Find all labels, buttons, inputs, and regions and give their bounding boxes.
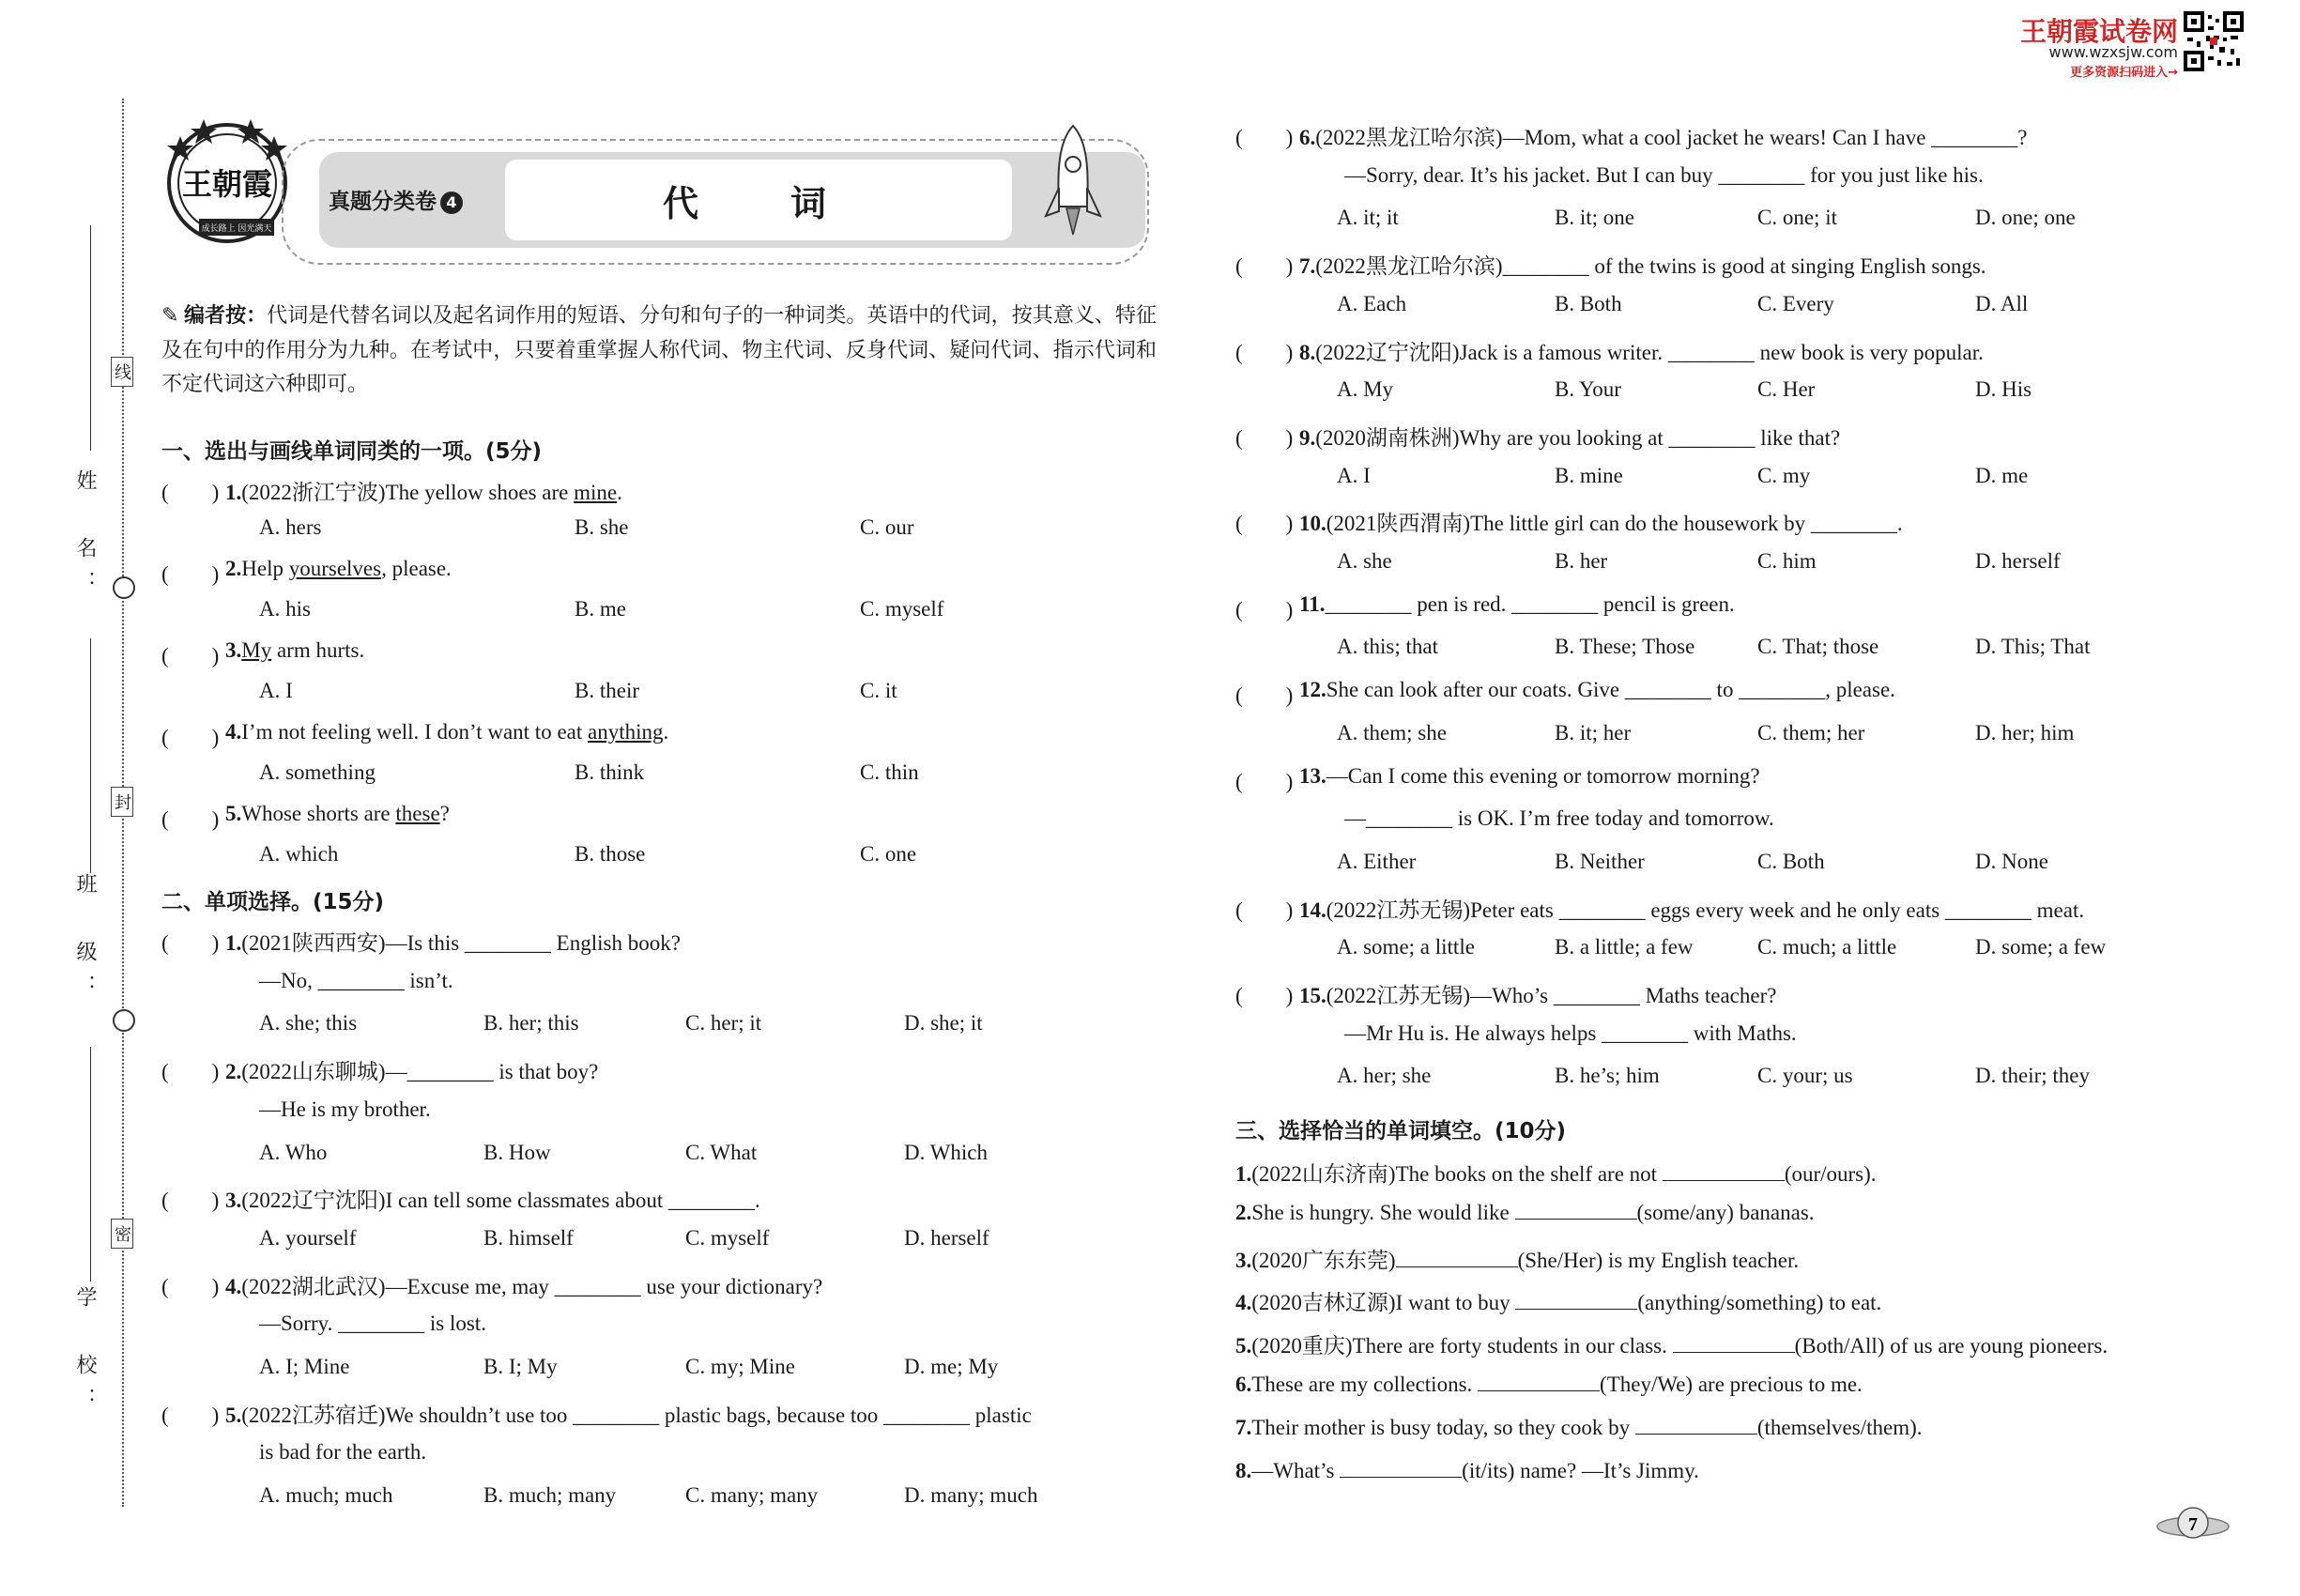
answer-bracket[interactable]: ( ) <box>161 644 220 668</box>
item-number: 3. <box>1235 1248 1252 1272</box>
stem-text: , please. <box>381 557 452 580</box>
answer-option[interactable]: B. I; My <box>483 1355 558 1378</box>
answer-option[interactable]: C. What <box>685 1140 758 1164</box>
question-text: (2022湖北武汉)—Excuse me, may ________ use your dictionary? <box>241 1274 823 1298</box>
answer-option[interactable]: A. some; a little <box>1337 935 1475 959</box>
answer-option[interactable]: D. her; him <box>1975 720 2075 744</box>
answer-bracket[interactable]: ( ) <box>161 562 220 586</box>
answer-option[interactable]: B. he’s; him <box>1555 1064 1660 1088</box>
answer-option[interactable]: B. it; her <box>1555 720 1632 744</box>
name-field-line <box>90 225 91 451</box>
question-line <box>1299 678 1895 702</box>
item-text: These are my collections. <box>1251 1373 1479 1396</box>
answer-option[interactable]: A. My <box>1337 377 1394 402</box>
answer-option[interactable]: B. How <box>483 1140 551 1164</box>
answer-option[interactable]: A. this; that <box>1337 635 1438 659</box>
answer-option[interactable]: D. His <box>1975 377 2032 402</box>
question-line <box>259 969 453 993</box>
answer-option[interactable]: D. Which <box>904 1140 989 1164</box>
answer-option[interactable]: D. one; one <box>1975 206 2076 230</box>
answer-blank[interactable] <box>1515 1200 1637 1220</box>
answer-blank[interactable] <box>1635 1415 1757 1435</box>
class-field-line <box>90 638 91 873</box>
item-text: bananas. <box>1733 1200 1815 1224</box>
item-number: 8. <box>1235 1458 1252 1482</box>
question-text: (2022辽宁沈阳)I can tell some classmates about ________. <box>241 1189 760 1213</box>
item-text: Their mother is busy today, so they cook by <box>1251 1415 1635 1439</box>
question-text: —________ is OK. I’m free today and tomorrow. <box>1344 806 1774 831</box>
question-number: 7. <box>1299 254 1316 279</box>
question-number: 14. <box>1299 898 1326 922</box>
question-text: (2022黑龙江哈尔滨)________ of the twins is good at singing English songs. <box>1315 254 1986 279</box>
item-text: of us are young pioneers. <box>1884 1334 2108 1358</box>
question-number: 1. <box>225 481 242 504</box>
brand-block[interactable] <box>2018 11 2244 80</box>
stem-text: ? <box>439 802 450 825</box>
question-text: —No, ________ isn’t. <box>259 968 453 992</box>
question-number: 6. <box>1299 126 1316 149</box>
answer-option[interactable]: D. This; That <box>1975 635 2091 659</box>
question-text: (2021陕西西安)—Is this ________ English book? <box>241 931 681 955</box>
cut-label-seal: 封 <box>111 787 133 817</box>
question-line <box>1299 421 1840 452</box>
answer-bracket[interactable]: ( ) <box>1235 340 1294 364</box>
answer-option[interactable]: C. them; her <box>1757 720 1865 744</box>
answer-option[interactable]: D. she; it <box>904 1011 983 1036</box>
question-number: 3. <box>225 638 242 662</box>
question-text: is bad for the earth. <box>259 1440 427 1465</box>
answer-option[interactable]: D. All <box>1975 291 2029 315</box>
item-text: (2020广东东莞) <box>1251 1248 1396 1272</box>
question-text: —Mr Hu is. He always helps ________ with Maths. <box>1344 1021 1797 1045</box>
question-line <box>1299 592 1735 617</box>
answer-option[interactable]: B. her <box>1555 549 1608 573</box>
question-stem <box>225 638 364 663</box>
question-text: ________ pen is red. ________ pencil is green. <box>1325 591 1735 616</box>
answer-option[interactable]: D. None <box>1975 849 2048 873</box>
question-text: (2022黑龙江哈尔滨)—Mom, what a cool jacket he wears! Can I have ________? <box>1315 126 2028 149</box>
answer-option[interactable]: A. I <box>259 679 293 702</box>
answer-option[interactable]: A. Each <box>1337 291 1407 315</box>
answer-bracket[interactable]: ( ) <box>1235 254 1294 279</box>
answer-option[interactable]: A. Who <box>259 1140 328 1164</box>
question-text: She can look after our coats. Give ________ to ________, please. <box>1326 678 1895 702</box>
answer-option[interactable]: B. their <box>575 679 639 702</box>
answer-option[interactable]: C. her; it <box>685 1011 762 1036</box>
question-line <box>1344 806 1774 831</box>
question-line <box>1299 893 2084 924</box>
answer-option[interactable]: C. your; us <box>1757 1064 1853 1088</box>
answer-option[interactable]: B. Your <box>1555 377 1621 402</box>
word-hint: (our/ours) <box>1784 1162 1871 1186</box>
logo-slogan: 成长路上 因光满天 <box>201 224 272 234</box>
section2-title: 二、单项选择。(15分) <box>161 890 385 914</box>
question-stem <box>225 475 622 506</box>
answer-option[interactable]: A. his <box>259 597 311 621</box>
item-text: (2022山东济南)The books on the shelf are not <box>1251 1162 1663 1186</box>
answer-option[interactable]: B. Both <box>1555 291 1622 315</box>
question-text: (2022江苏宿迁)We shouldn’t use too ________ plastic bags, because too ________ plastic <box>241 1403 1032 1427</box>
section1-title: 一、选出与画线单词同类的一项。(5分) <box>161 439 543 464</box>
question-text: —Can I come this evening or tomorrow morning? <box>1326 763 1760 788</box>
answer-option[interactable]: C. my <box>1757 463 1811 487</box>
answer-option[interactable]: D. some; a few <box>1975 935 2107 959</box>
answer-option[interactable]: D. me <box>1975 463 2029 487</box>
answer-bracket[interactable]: ( ) <box>161 931 220 955</box>
answer-bracket[interactable]: ( ) <box>161 1060 220 1084</box>
cut-label-secret: 密 <box>111 1219 133 1249</box>
question-text: (2020湖南株洲)Why are you looking at ________ like that? <box>1315 425 1841 450</box>
answer-bracket[interactable]: ( ) <box>161 1189 220 1213</box>
item-number: 4. <box>1235 1291 1252 1315</box>
word-hint: (it/its) <box>1462 1458 1515 1482</box>
item-number: 5. <box>1235 1334 1252 1358</box>
answer-bracket[interactable]: ( ) <box>1235 126 1294 149</box>
answer-option[interactable]: B. himself <box>483 1225 574 1250</box>
answer-option[interactable]: C. many; many <box>685 1483 819 1508</box>
fill-blank-item <box>1235 1415 1923 1440</box>
question-number: 5. <box>225 1403 242 1427</box>
item-text: She is hungry. She would like <box>1251 1200 1515 1224</box>
underlined-word: anything <box>588 720 664 744</box>
fill-blank-item <box>1235 1328 2108 1359</box>
answer-option[interactable]: C. Both <box>1757 849 1825 873</box>
answer-option[interactable]: B. those <box>575 842 646 866</box>
brand-cta[interactable]: 更多资源扫码进入→ <box>2070 66 2178 80</box>
answer-blank[interactable] <box>1478 1372 1600 1391</box>
answer-bracket[interactable]: ( ) <box>161 1403 220 1427</box>
answer-option[interactable]: B. Neither <box>1555 849 1645 873</box>
question-text: (2022山东聊城)—________ is that boy? <box>241 1060 599 1084</box>
series-name: 真题分类卷 <box>329 190 437 214</box>
item-text: (2020吉林辽源)I want to buy <box>1251 1291 1516 1315</box>
item-text: . <box>1916 1415 1923 1439</box>
cut-label-line: 线 <box>111 357 133 387</box>
answer-blank[interactable] <box>1340 1458 1462 1478</box>
fill-blank-item <box>1235 1372 1863 1397</box>
series-number-badge: 4 <box>440 192 463 214</box>
answer-option[interactable]: C. one <box>860 842 917 866</box>
answer-blank[interactable] <box>1663 1161 1785 1181</box>
binding-hole <box>113 1009 135 1032</box>
answer-option[interactable]: C. myself <box>860 597 944 621</box>
item-number: 1. <box>1235 1162 1252 1186</box>
item-text: . <box>1870 1162 1877 1186</box>
question-number: 3. <box>225 1189 242 1213</box>
question-number: 9. <box>1299 425 1316 450</box>
answer-bracket[interactable]: ( ) <box>1235 597 1294 622</box>
stem-text: I’m not feeling well. I don’t want to eat <box>241 720 589 744</box>
answer-option[interactable]: D. herself <box>904 1225 989 1250</box>
fill-blank-item <box>1235 1458 1699 1483</box>
item-number: 6. <box>1235 1373 1252 1396</box>
question-line <box>1299 978 1776 1009</box>
answer-option[interactable]: A. which <box>259 842 339 866</box>
stem-text: . <box>617 481 622 504</box>
question-line <box>225 1398 1032 1429</box>
answer-option[interactable]: B. These; Those <box>1555 635 1695 659</box>
stem-text: arm hurts. <box>271 638 365 662</box>
word-hint: (They/We) <box>1600 1373 1694 1396</box>
answer-bracket[interactable]: ( ) <box>1235 512 1294 536</box>
question-line <box>1344 163 1984 188</box>
question-line <box>1299 249 1986 280</box>
item-text: is my English teacher. <box>1602 1248 1800 1272</box>
brand-url[interactable]: www.wzxsjw.com <box>2048 43 2178 61</box>
rocket-icon <box>1040 122 1106 244</box>
question-line <box>1344 1021 1797 1046</box>
answer-bracket[interactable]: ( ) <box>1235 425 1294 450</box>
question-line <box>1299 120 2027 151</box>
answer-option[interactable]: C. Her <box>1757 377 1816 402</box>
answer-option[interactable]: C. myself <box>685 1225 770 1250</box>
answer-bracket[interactable]: ( ) <box>1235 769 1294 793</box>
question-line <box>259 1097 431 1122</box>
item-text: name? —It’s Jimmy. <box>1514 1458 1699 1482</box>
word-hint: (She/Her) <box>1517 1248 1603 1272</box>
underlined-word: these <box>395 802 440 825</box>
answer-option[interactable]: B. mine <box>1555 463 1623 487</box>
series-label <box>329 184 463 215</box>
question-number: 5. <box>225 802 242 825</box>
item-number: 7. <box>1235 1415 1252 1439</box>
answer-bracket[interactable]: ( ) <box>1235 984 1294 1007</box>
question-stem <box>225 557 452 581</box>
question-number: 12. <box>1299 678 1326 702</box>
page-title: 代 词 <box>662 185 854 224</box>
fill-blank-item <box>1235 1285 1881 1316</box>
class-label: 班 级： <box>74 873 98 1008</box>
answer-option[interactable]: C. it <box>860 679 897 702</box>
fill-blank-item <box>1235 1200 1815 1225</box>
school-label: 学 校： <box>74 1286 98 1421</box>
answer-option[interactable]: A. I; Mine <box>259 1355 350 1378</box>
answer-option[interactable]: C. thin <box>860 760 919 784</box>
answer-option[interactable]: B. her; this <box>483 1011 579 1036</box>
question-number: 11. <box>1299 591 1326 616</box>
name-label: 姓 名： <box>74 469 98 605</box>
word-hint: (anything/something) <box>1637 1291 1824 1315</box>
answer-bracket[interactable]: ( ) <box>1235 898 1294 922</box>
answer-option[interactable]: D. me; My <box>904 1355 999 1378</box>
answer-option[interactable]: D. many; much <box>904 1483 1038 1508</box>
stem-text: (2022浙江宁波)The yellow shoes are <box>241 481 575 504</box>
answer-option[interactable]: B. much; many <box>483 1483 617 1508</box>
answer-bracket[interactable]: ( ) <box>161 481 220 504</box>
question-line <box>1299 764 1760 789</box>
answer-option[interactable]: C. much; a little <box>1757 935 1897 959</box>
item-number: 2. <box>1235 1200 1252 1224</box>
logo-text: 王朝霞 <box>181 166 273 202</box>
question-text: (2022江苏无锡)—Who’s ________ Maths teacher? <box>1326 984 1777 1007</box>
answer-option[interactable]: A. yourself <box>259 1225 357 1250</box>
answer-bracket[interactable]: ( ) <box>1235 683 1294 708</box>
question-number: 8. <box>1299 340 1316 364</box>
question-line <box>1299 506 1903 537</box>
underlined-word: mine <box>574 481 618 504</box>
question-text: (2022辽宁沈阳)Jack is a famous writer. ________ new book is very popular. <box>1315 340 1984 364</box>
answer-option[interactable]: D. their; they <box>1975 1064 2090 1088</box>
word-hint: (themselves/them) <box>1756 1415 1917 1439</box>
answer-option[interactable]: C. That; those <box>1757 635 1879 659</box>
binding-hole <box>113 576 135 599</box>
word-hint: (Both/All) <box>1794 1334 1885 1358</box>
item-text: are precious to me. <box>1693 1373 1863 1396</box>
answer-option[interactable]: C. my; Mine <box>685 1355 795 1378</box>
item-text: to eat. <box>1823 1291 1882 1315</box>
answer-option[interactable]: D. herself <box>1975 549 2061 573</box>
note-icon: ✎ <box>161 303 184 327</box>
answer-option[interactable]: A. Either <box>1337 849 1417 873</box>
answer-option[interactable]: B. she <box>575 515 629 539</box>
underlined-word: My <box>241 638 272 662</box>
answer-option[interactable]: A. them; she <box>1337 720 1447 744</box>
answer-blank[interactable] <box>1673 1333 1795 1353</box>
question-text: —Sorry. ________ is lost. <box>259 1312 486 1336</box>
question-line <box>225 1054 598 1085</box>
answer-bracket[interactable]: ( ) <box>161 1274 220 1298</box>
underlined-word: yourselves <box>288 557 382 580</box>
question-number: 1. <box>225 931 242 955</box>
question-text: (2022江苏无锡)Peter eats ________ eggs every week and he only eats ________ meat. <box>1326 898 2085 922</box>
answer-option[interactable]: A. I <box>1337 463 1371 487</box>
answer-option[interactable]: B. it; one <box>1555 206 1634 230</box>
page-number: 7 <box>2188 1514 2198 1535</box>
note-text: 代词是代替名词以及起名词作用的短语、分句和句子的一种词类。英语中的代词，按其意义、特征及在句中的作用分为九种。在考试中，只要着重掌握人称代词、物主代词、反身代词、疑问代词、指示代词和不定代词这六种即可。 <box>161 303 1157 395</box>
stem-text: . <box>663 720 669 744</box>
editor-note <box>161 299 1157 401</box>
brand-name: 王朝霞试卷网 <box>2019 16 2178 47</box>
answer-option[interactable]: C. our <box>860 515 914 539</box>
answer-option[interactable]: C. him <box>1757 549 1817 573</box>
question-text: —Sorry, dear. It’s his jacket. But I can buy ________ for you just like his. <box>1344 162 1984 187</box>
answer-option[interactable]: B. me <box>575 597 626 621</box>
note-label: 编者按： <box>183 304 268 328</box>
answer-option[interactable]: A. something <box>259 760 376 784</box>
fill-blank-item <box>1235 1157 1877 1188</box>
answer-option[interactable]: A. she; this <box>259 1011 358 1036</box>
answer-option[interactable]: A. it; it <box>1337 206 1399 230</box>
page-number-badge <box>2155 1504 2231 1545</box>
answer-option[interactable]: A. her; she <box>1337 1064 1432 1088</box>
stem-text: Whose shorts are <box>241 802 396 825</box>
question-line <box>225 1183 760 1214</box>
question-stem <box>225 802 450 826</box>
question-number: 4. <box>225 720 242 744</box>
answer-option[interactable]: C. Every <box>1757 291 1834 315</box>
answer-option[interactable]: A. she <box>1337 549 1392 573</box>
answer-option[interactable]: A. hers <box>259 515 322 539</box>
qr-code-icon[interactable] <box>2184 11 2244 71</box>
word-hint: (some/any) <box>1636 1200 1734 1224</box>
question-number: 2. <box>225 1060 242 1084</box>
question-number: 4. <box>225 1274 242 1298</box>
stem-text: Help <box>241 557 289 580</box>
question-number: 10. <box>1299 512 1326 536</box>
school-field-line <box>90 1047 91 1281</box>
answer-option[interactable]: C. one; it <box>1757 206 1837 230</box>
section3-title: 三、选择恰当的单词填空。(10分) <box>1235 1119 1567 1143</box>
question-line <box>225 1269 822 1300</box>
question-text: (2021陕西渭南)The little girl can do the housework by ________. <box>1326 512 1903 536</box>
item-text: (2020重庆)There are forty students in our class. <box>1251 1334 1673 1358</box>
answer-blank[interactable] <box>1515 1290 1637 1310</box>
answer-bracket[interactable]: ( ) <box>161 807 220 831</box>
question-line <box>259 1312 486 1336</box>
answer-bracket[interactable]: ( ) <box>161 726 220 749</box>
question-line <box>225 926 681 957</box>
answer-option[interactable]: B. a little; a few <box>1555 935 1694 959</box>
question-number: 2. <box>225 557 242 580</box>
question-line <box>259 1440 426 1465</box>
item-text: —What’s <box>1251 1458 1341 1482</box>
question-text: —He is my brother. <box>259 1097 431 1121</box>
answer-blank[interactable] <box>1396 1248 1518 1267</box>
fill-blank-item <box>1235 1243 1799 1274</box>
answer-option[interactable]: B. think <box>575 760 645 784</box>
question-stem <box>225 720 668 744</box>
answer-option[interactable]: A. much; much <box>259 1483 393 1508</box>
question-number: 15. <box>1299 984 1326 1007</box>
question-line <box>1299 335 1984 366</box>
question-number: 13. <box>1299 763 1326 788</box>
